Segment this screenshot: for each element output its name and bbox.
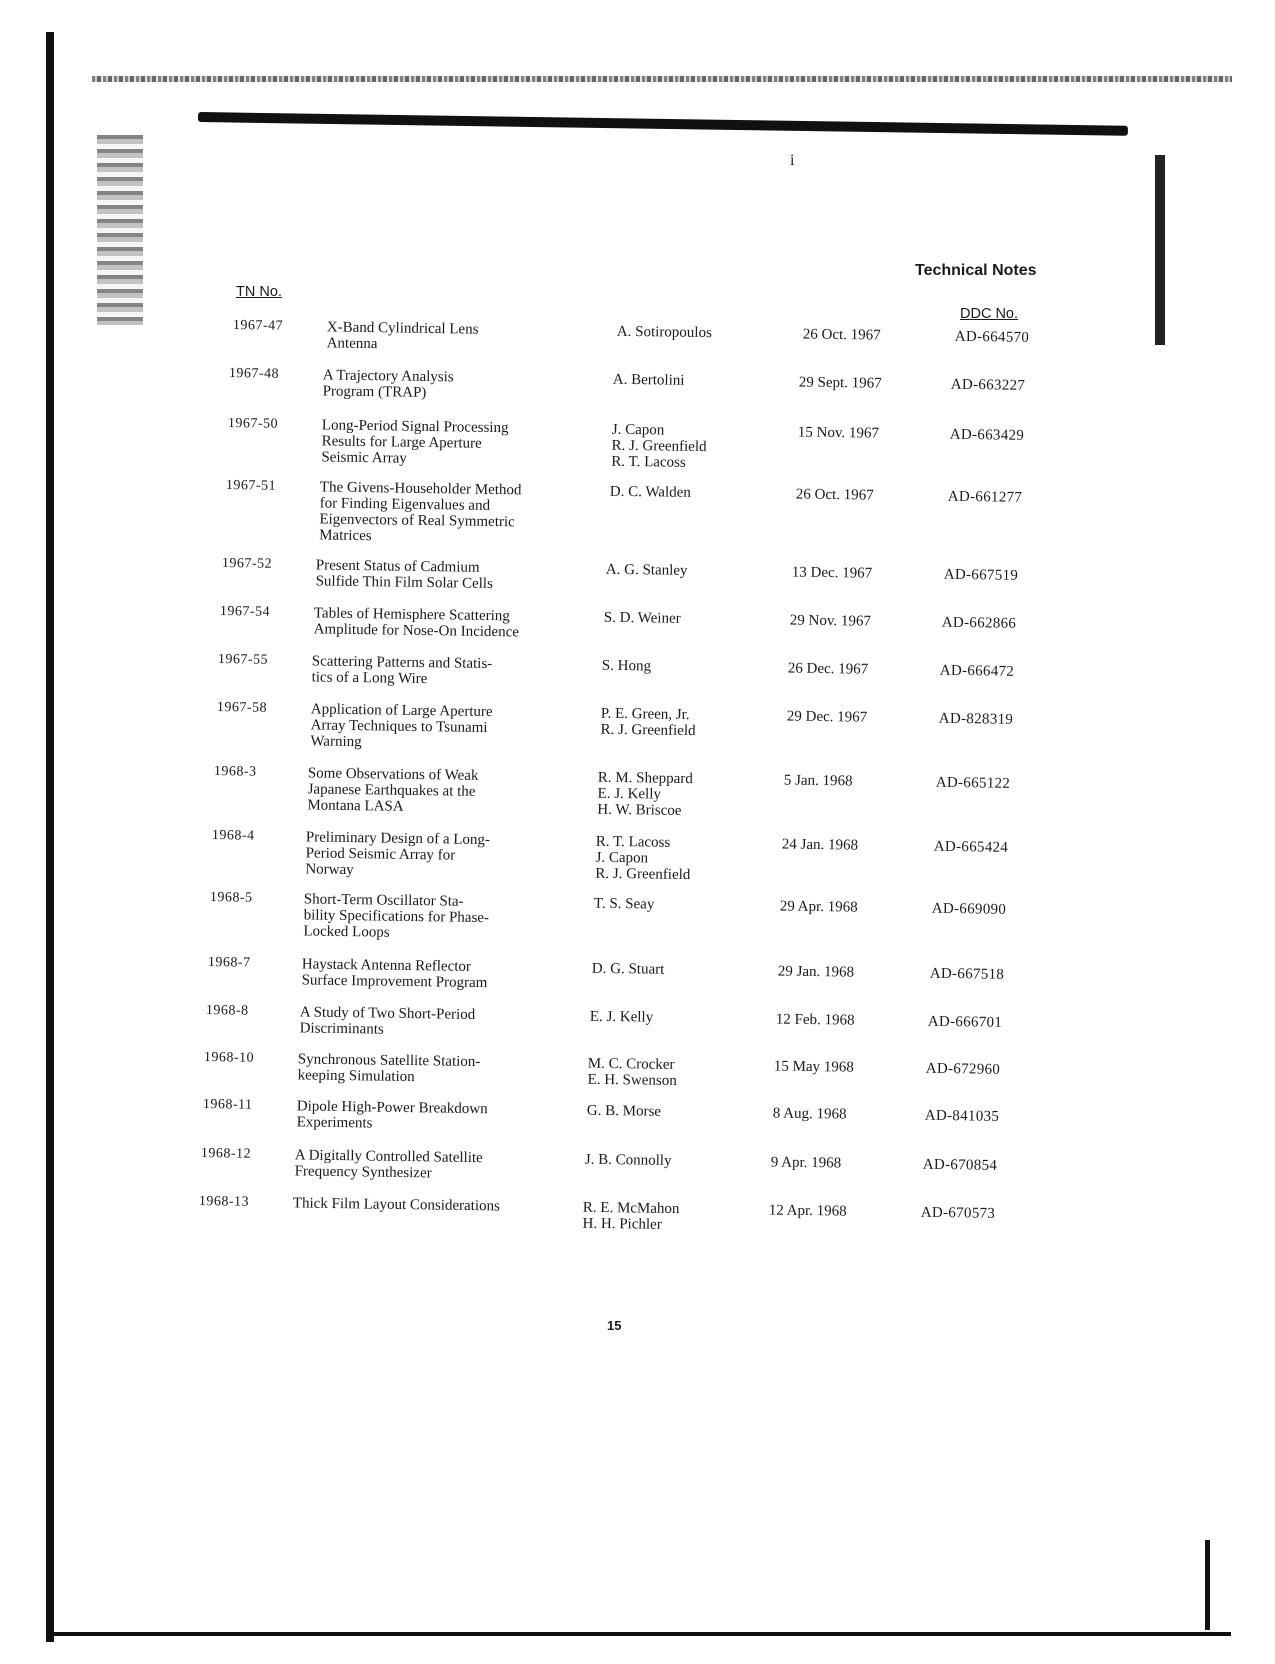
note-authors: D. C. Walden [609, 483, 691, 501]
ddc-number: AD-670573 [920, 1204, 996, 1222]
note-date: 29 Dec. 1967 [786, 708, 868, 726]
tn-number: 1968-11 [202, 1097, 253, 1113]
ddc-number: AD-661277 [947, 488, 1023, 506]
ddc-number: AD-663429 [949, 426, 1025, 444]
note-authors: S. D. Weiner [603, 609, 681, 627]
table-row [213, 764, 1011, 824]
table-row [227, 416, 1025, 476]
note-authors: A. Bertolini [612, 371, 685, 389]
ddc-number: AD-666701 [927, 1013, 1003, 1031]
tn-number: 1968-3 [213, 764, 257, 780]
note-authors: T. S. Seay [593, 895, 655, 913]
note-title: Haystack Antenna Reflector Surface Improvement Program [301, 956, 488, 992]
note-date: 29 Nov. 1967 [789, 612, 872, 630]
note-date: 15 May 1968 [773, 1058, 854, 1076]
note-title: Short-Term Oscillator Sta- bility Specifications for Phase- Locked Loops [303, 891, 490, 941]
note-authors: E. J. Kelly [589, 1008, 654, 1026]
note-authors: J. Capon R. J. Greenfield R. T. Lacoss [611, 421, 707, 471]
ddc-number: AD-672960 [925, 1060, 1001, 1078]
ddc-number: AD-667519 [943, 566, 1019, 584]
table-row [211, 828, 1009, 888]
note-authors: R. E. McMahon H. H. Pichler [582, 1199, 680, 1233]
ddc-number: AD-663227 [950, 376, 1026, 394]
tn-number: 1967-50 [227, 416, 279, 432]
note-date: 12 Apr. 1968 [768, 1202, 847, 1220]
tn-number: 1968-8 [205, 1003, 249, 1019]
note-authors: P. E. Green, Jr. R. J. Greenfield [600, 705, 696, 740]
note-authors: A. Sotiropoulos [616, 323, 712, 342]
note-authors: R. M. Sheppard E. J. Kelly H. W. Briscoe [597, 769, 693, 819]
top-mark: i [790, 152, 795, 169]
ddc-number: AD-662866 [941, 614, 1017, 632]
note-title: Scattering Patterns and Statis- tics of a Long Wire [311, 653, 493, 688]
note-title: Synchronous Satellite Station- keeping Simulation [297, 1051, 481, 1086]
note-authors: A. G. Stanley [605, 561, 688, 579]
note-date: 12 Feb. 1968 [775, 1011, 855, 1029]
column-header-tn: TN No. [236, 284, 282, 300]
tn-number: 1967-58 [216, 700, 268, 716]
note-date: 26 Oct. 1967 [802, 326, 881, 344]
tn-number: 1967-54 [219, 604, 271, 620]
table-row [198, 1194, 996, 1254]
note-title: A Digitally Controlled Satellite Frequency Synthesizer [294, 1147, 483, 1182]
note-date: 13 Dec. 1967 [791, 564, 873, 582]
ddc-number: AD-664570 [954, 328, 1030, 346]
note-title: The Givens-Householder Method for Finding Eigenvalues and Eigenvectors of Real Symmetric Matrices [319, 479, 522, 545]
ddc-number: AD-666472 [939, 662, 1015, 680]
note-date: 15 Nov. 1967 [797, 424, 880, 442]
note-date: 26 Dec. 1967 [787, 660, 869, 678]
tn-number: 1968-12 [200, 1146, 252, 1162]
note-date: 29 Jan. 1968 [777, 963, 855, 981]
section-title: Technical Notes [915, 262, 1037, 279]
tn-number: 1968-4 [211, 828, 255, 844]
ddc-number: AD-670854 [922, 1156, 998, 1174]
tn-number: 1968-13 [198, 1194, 250, 1210]
note-authors: J. B. Connolly [584, 1151, 672, 1169]
note-title: Preliminary Design of a Long- Period Seismic Array for Norway [305, 829, 491, 879]
page-number: 15 [607, 1318, 622, 1333]
note-title: A Trajectory Analysis Program (TRAP) [322, 367, 454, 401]
note-title: A Study of Two Short-Period Discriminants [299, 1004, 476, 1038]
note-date: 29 Sept. 1967 [798, 374, 882, 392]
note-authors: G. B. Morse [586, 1102, 662, 1120]
note-authors: S. Hong [601, 657, 652, 675]
note-date: 26 Oct. 1967 [795, 486, 874, 504]
note-title: X-Band Cylindrical Lens Antenna [326, 319, 479, 353]
note-title: Tables of Hemisphere Scattering Amplitude for Nose-On Incidence [313, 605, 520, 641]
note-date: 5 Jan. 1968 [783, 772, 853, 790]
note-authors: D. G. Stuart [591, 960, 665, 978]
tn-number: 1968-10 [203, 1050, 255, 1066]
note-authors: R. T. Lacoss J. Capon R. J. Greenfield [595, 833, 691, 884]
table-row [216, 700, 1014, 760]
note-date: 24 Jan. 1968 [781, 836, 859, 854]
ddc-number: AD-828319 [938, 710, 1014, 728]
tn-number: 1968-5 [209, 890, 253, 906]
note-title: Present Status of Cadmium Sulfide Thin Film Solar Cells [315, 557, 493, 593]
note-date: 9 Apr. 1968 [770, 1154, 842, 1172]
note-date: 29 Apr. 1968 [779, 898, 858, 916]
tn-number: 1967-55 [217, 652, 269, 668]
tn-number: 1968-7 [207, 955, 251, 971]
ddc-number: AD-667518 [929, 965, 1005, 983]
ddc-number: AD-665122 [935, 774, 1011, 792]
note-title: Application of Large Aperture Array Techniques to Tsunami Warning [310, 701, 493, 751]
ddc-number: AD-665424 [933, 838, 1009, 856]
tn-number: 1967-52 [221, 556, 273, 572]
table-row [209, 890, 1007, 950]
note-title: Long-Period Signal Processing Results for Large Aperture Seismic Array [321, 417, 509, 467]
tn-number: 1967-47 [232, 318, 284, 334]
tn-number: 1967-48 [228, 366, 280, 382]
ddc-number: AD-669090 [931, 900, 1007, 918]
tn-number: 1967-51 [225, 478, 277, 494]
column-header-ddc: DDC No. [960, 306, 1019, 322]
note-title: Thick Film Layout Considerations [292, 1195, 501, 1215]
note-title: Some Observations of Weak Japanese Earthquakes at the Montana LASA [307, 765, 479, 815]
table-row [225, 478, 1023, 545]
note-date: 8 Aug. 1968 [772, 1105, 847, 1123]
note-title: Dipole High-Power Breakdown Experiments [296, 1098, 488, 1132]
ddc-number: AD-841035 [924, 1107, 1000, 1125]
note-authors: M. C. Crocker E. H. Swenson [587, 1055, 677, 1090]
